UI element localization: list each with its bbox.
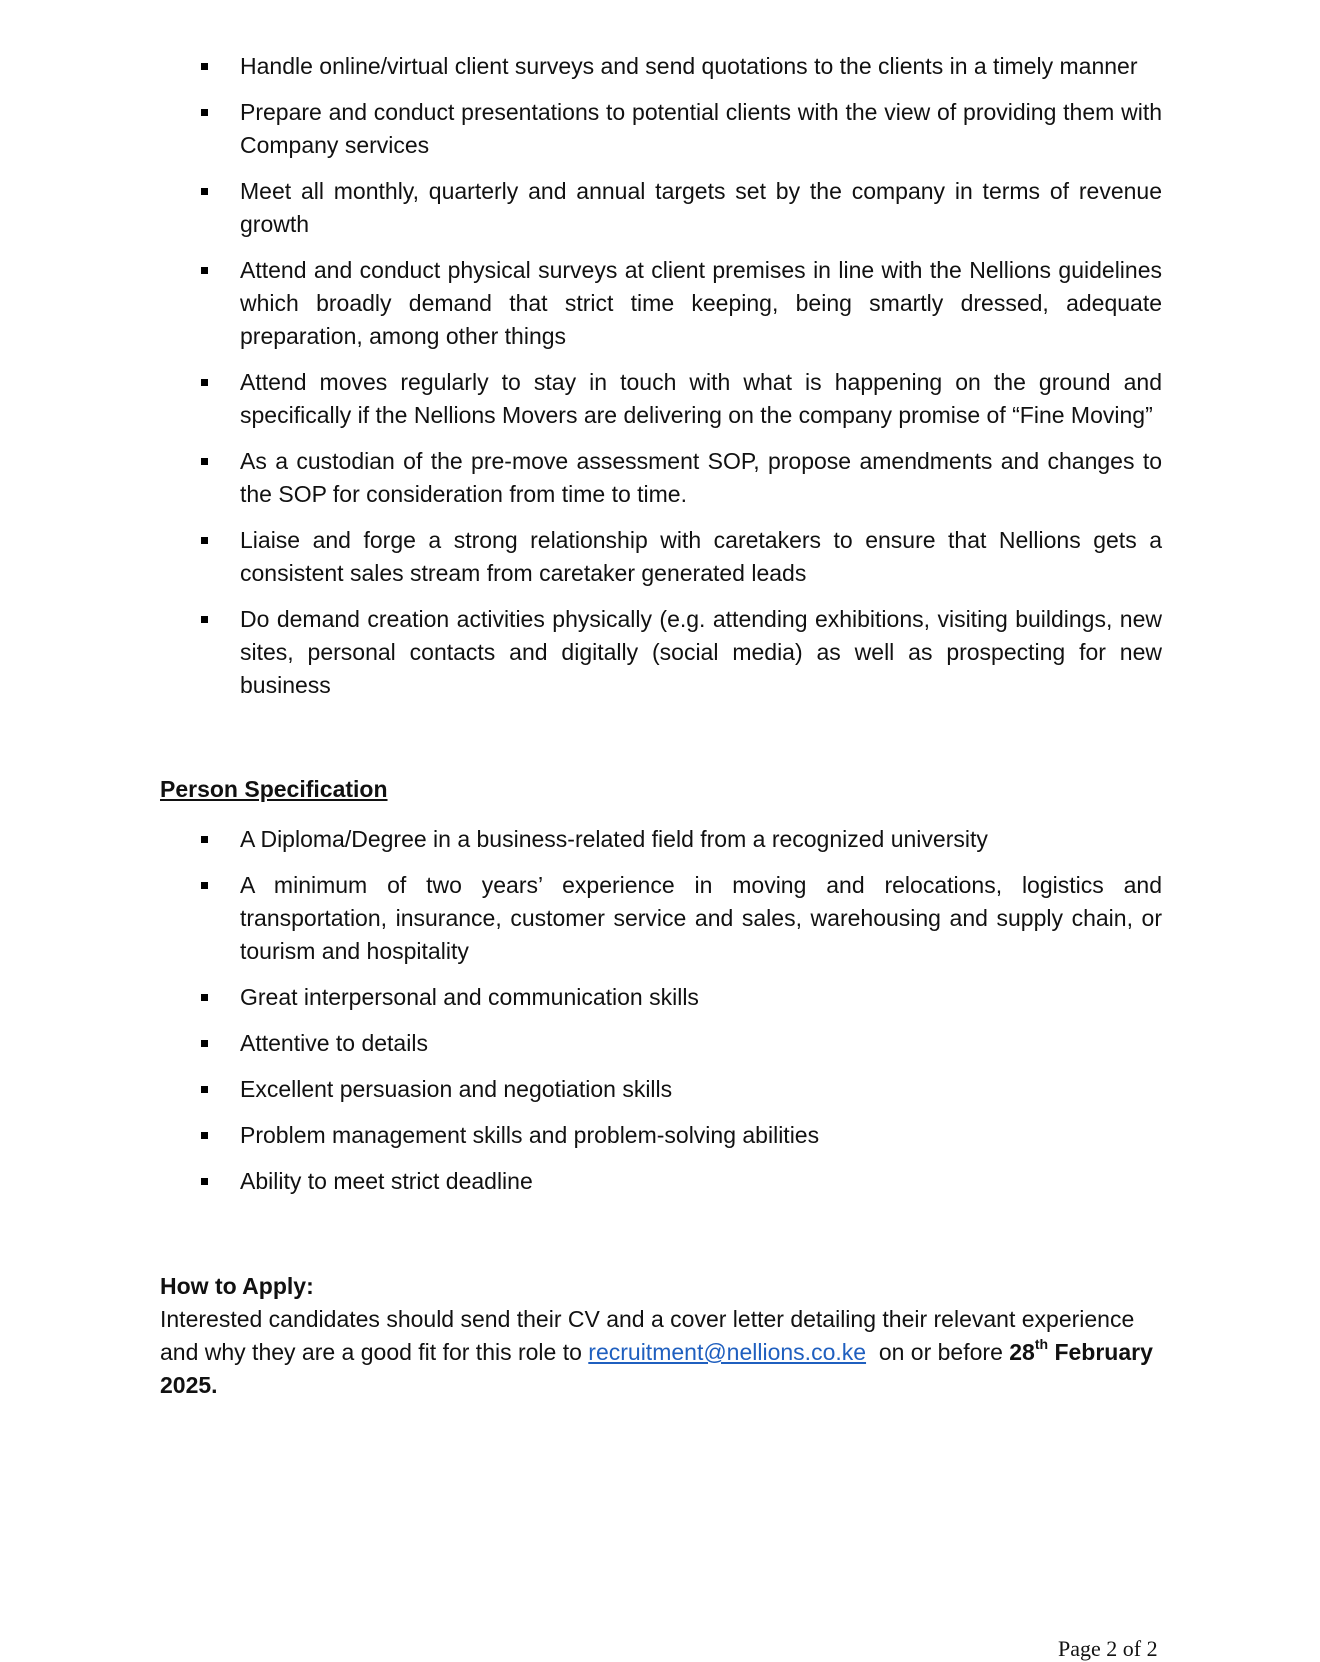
- list-item-text: As a custodian of the pre-move assessment SOP, propose amendments and changes to the SOP for consideration from time to time.: [240, 448, 1162, 507]
- square-bullet-icon: [201, 882, 208, 889]
- list-item: [200, 366, 1162, 432]
- apply-text-intro: Interested candidates should send their CV and a cover letter detailing their relevant experience and why they are a good fit for this role to: [160, 1306, 1135, 1365]
- list-item-text: Do demand creation activities physically (e.g. attending exhibitions, visiting buildings, new sites, personal contacts and digitally (social media) as well as prospecting for new business: [240, 606, 1162, 698]
- list-item: [200, 1073, 1162, 1106]
- list-item-text: Excellent persuasion and negotiation skills: [240, 1076, 673, 1102]
- list-item: [200, 50, 1162, 83]
- person-specification-heading: Person Specification: [160, 776, 388, 802]
- list-item: [200, 96, 1162, 162]
- list-item-text: A minimum of two years’ experience in moving and relocations, logistics and transportation, insurance, customer service and sales, warehousing and supply chain, or tourism and hospitality: [240, 872, 1162, 964]
- square-bullet-icon: [201, 188, 208, 195]
- list-item-text: Attend and conduct physical surveys at client premises in line with the Nellions guidelines which broadly demand that strict time keeping, being smartly dressed, adequate preparation, among other things: [240, 257, 1162, 349]
- square-bullet-icon: [201, 836, 208, 843]
- list-item: [200, 603, 1162, 702]
- square-bullet-icon: [201, 63, 208, 70]
- list-item: [200, 981, 1162, 1014]
- deadline-day: 28: [1009, 1339, 1035, 1365]
- square-bullet-icon: [201, 458, 208, 465]
- list-item-text: Handle online/virtual client surveys and send quotations to the clients in a timely manner: [240, 53, 1138, 79]
- deadline-month-year: February 2025.: [160, 1339, 1160, 1398]
- list-item: [200, 823, 1162, 856]
- how-to-apply-heading: How to Apply:: [160, 1273, 314, 1299]
- list-item-text: Liaise and forge a strong relationship with caretakers to ensure that Nellions gets a consistent sales stream from caretaker generated leads: [240, 527, 1162, 586]
- list-item-text: Ability to meet strict deadline: [240, 1168, 533, 1194]
- list-item: [200, 445, 1162, 511]
- recruitment-email-link[interactable]: recruitment@nellions.co.ke: [588, 1339, 867, 1365]
- square-bullet-icon: [201, 1086, 208, 1093]
- square-bullet-icon: [201, 1040, 208, 1047]
- list-item: [200, 869, 1162, 968]
- square-bullet-icon: [201, 379, 208, 386]
- how-to-apply-paragraph: [160, 1303, 1162, 1402]
- list-item: [200, 1119, 1162, 1152]
- list-item-text: Prepare and conduct presentations to potential clients with the view of providing them with Company services: [240, 99, 1162, 158]
- list-item: [200, 1165, 1162, 1198]
- list-item-text: Problem management skills and problem-solving abilities: [240, 1122, 820, 1148]
- apply-text-connector: on or before: [866, 1339, 1010, 1365]
- deadline-day-suffix: th: [1034, 1336, 1049, 1353]
- list-item: [200, 1027, 1162, 1060]
- list-item-text: Meet all monthly, quarterly and annual targets set by the company in terms of revenue growth: [240, 178, 1162, 237]
- square-bullet-icon: [201, 109, 208, 116]
- square-bullet-icon: [201, 616, 208, 623]
- list-item-text: Attend moves regularly to stay in touch with what is happening on the ground and specifically if the Nellions Movers are delivering on the company promise of “Fine Moving”: [240, 369, 1162, 428]
- list-item: [200, 175, 1162, 241]
- list-item-text: Great interpersonal and communication skills: [240, 984, 699, 1010]
- person-specification-list: [200, 823, 1162, 1211]
- square-bullet-icon: [201, 1178, 208, 1185]
- list-item-text: A Diploma/Degree in a business-related field from a recognized university: [240, 826, 988, 852]
- list-item: [200, 524, 1162, 590]
- square-bullet-icon: [201, 1132, 208, 1139]
- list-item: [200, 254, 1162, 353]
- square-bullet-icon: [201, 267, 208, 274]
- duties-list: [200, 50, 1162, 715]
- square-bullet-icon: [201, 537, 208, 544]
- page-number-footer: Page 2 of 2: [1058, 1636, 1158, 1661]
- list-item-text: Attentive to details: [240, 1030, 428, 1056]
- square-bullet-icon: [201, 994, 208, 1001]
